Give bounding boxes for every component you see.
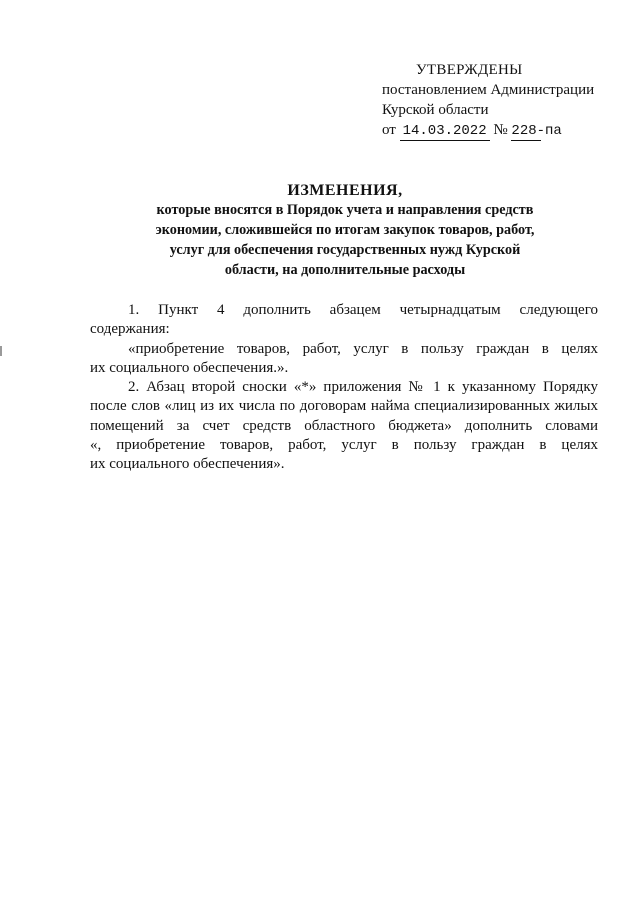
subtitle-line: области, на дополнительные расходы [224,262,466,278]
approval-number: 228-па [511,123,562,139]
paragraph-2-line: после слов «лиц из их числа по договорам найма специализированных жилых [90,398,598,415]
approval-region: Курской области [382,102,489,118]
paragraph-quote-line: «приобретение товаров, работ, услуг в пользу граждан в целях [128,340,598,357]
document-title: ИЗМЕНЕНИЯ, [287,182,403,199]
subtitle-line: услуг для обеспечения государственных нужд Курской [169,242,521,258]
paragraph-2-line: их социального обеспечения». [90,456,285,473]
paragraph-2-line: «, приобретение товаров, работ, услуг в пользу граждан в целях [90,437,598,454]
paragraph-2-line: 2. Абзац второй сноски «*» приложения № 1 к указанному Порядку [128,379,598,396]
date-prefix: от [382,122,396,138]
approval-date: 14.03.2022 [400,123,490,141]
approval-issuer: постановлением Администрации [382,82,595,98]
scan-edge-mark [0,346,2,356]
subtitle-line: экономии, сложившейся по итогам закупок товаров, работ, [155,222,535,238]
approval-block [382,60,622,141]
subtitle-line: которые вносятся в Порядок учета и направления средств [156,202,534,218]
paragraph-quote-line: их социального обеспечения.». [90,359,289,376]
number-prefix: № [493,122,508,138]
paragraph-1-line: содержания: [90,321,170,338]
document-body [90,301,598,475]
approval-heading: УТВЕРЖДЕНЫ [416,62,523,78]
paragraph-1-line: 1. Пункт 4 дополнить абзацем четырнадцатым следующего [128,302,598,318]
paragraph-2-line: помещений за счет средств областного бюджета» дополнить словами [90,417,598,434]
document-subtitle [90,200,600,280]
approval-date-number [382,120,622,141]
